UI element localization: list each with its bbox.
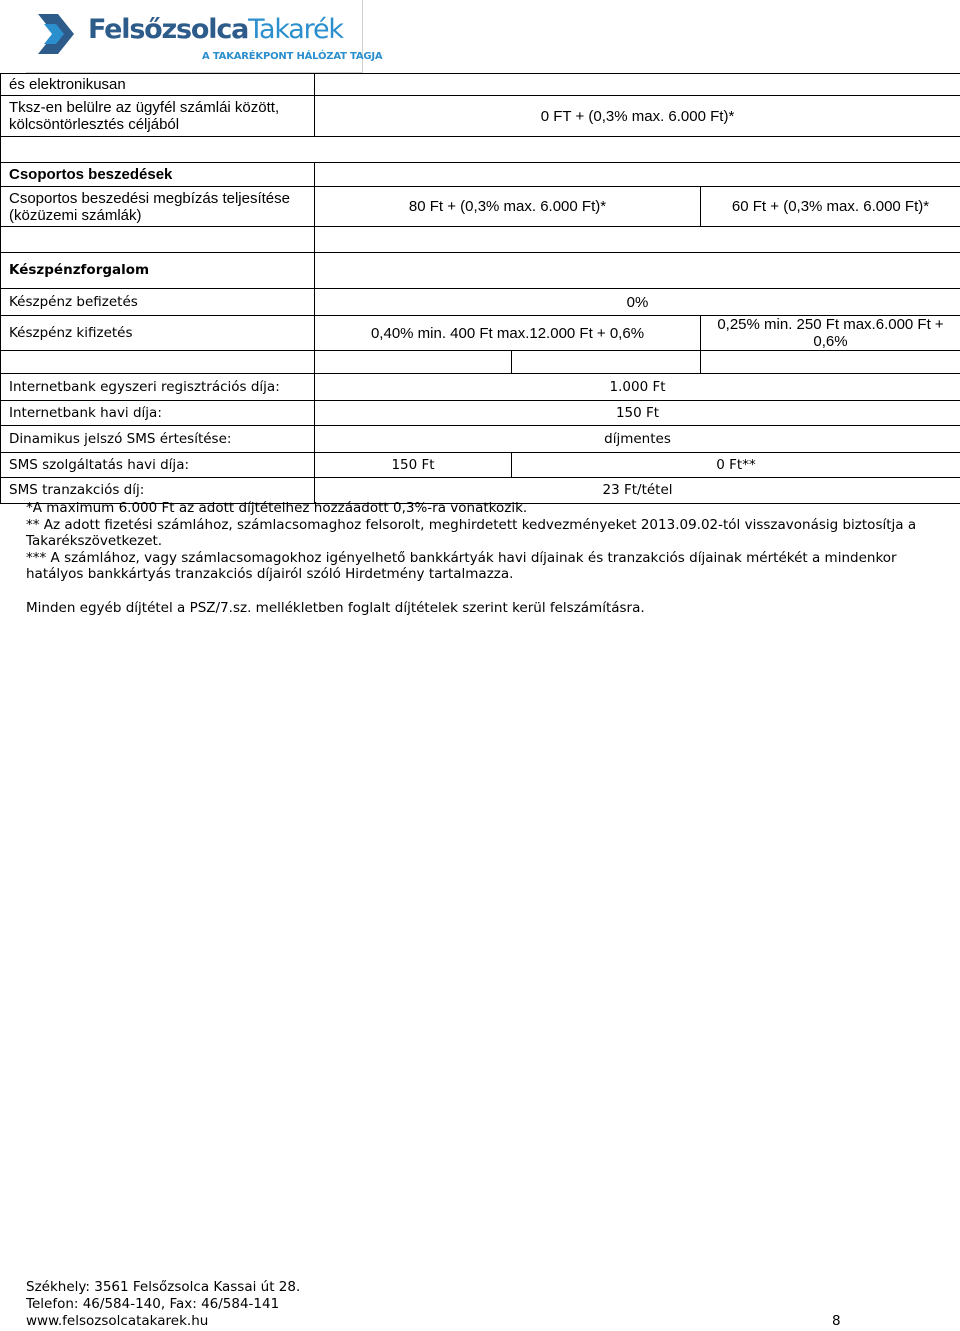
- fee-value: 150 Ft: [315, 401, 960, 426]
- footer-website: www.felsozsolcatakarek.hu: [26, 1313, 209, 1329]
- row-label: Készpénz kifizetés: [1, 316, 315, 351]
- footnote: ** Az adott fizetési számlához, számlacsomaghoz felsorolt, meghirdetett kedvezményeket 2013.09.02-tól visszavonásig biztosítja a Takarékszövetkezet.: [26, 516, 917, 549]
- section-heading: Készpénzforgalom: [1, 253, 315, 289]
- empty-cell: [315, 253, 960, 289]
- row-label: Tksz-en belülre az ügyfél számlái között, kölcsöntörlesztés céljából: [1, 96, 315, 137]
- empty-cell: [512, 351, 701, 374]
- logo-tagline: A TAKARÉKPONT HÁLÓZAT TAGJA: [202, 51, 383, 62]
- page-footer: [26, 1279, 300, 1330]
- table-row: [1, 187, 960, 227]
- empty-cell: [701, 351, 960, 374]
- empty-cell: [315, 227, 960, 253]
- logo-wordmark: [88, 14, 343, 45]
- fee-value: 0 FT + (0,3% max. 6.000 Ft)*: [315, 96, 960, 137]
- fee-value: 0%: [315, 289, 960, 316]
- logo: [26, 0, 383, 73]
- table-row: [1, 316, 960, 351]
- empty-cell: [315, 74, 960, 96]
- fee-value: 0 Ft**: [512, 453, 960, 478]
- table-row: [1, 453, 960, 478]
- logo-main: Felsőzsolca: [88, 14, 249, 45]
- fee-value: 1.000 Ft: [315, 374, 960, 401]
- table-row: [1, 253, 960, 289]
- fee-value: 0,25% min. 250 Ft max.6.000 Ft + 0,6%: [701, 316, 960, 351]
- row-label: SMS szolgáltatás havi díja:: [1, 453, 315, 478]
- section-heading: Csoportos beszedések: [1, 163, 315, 187]
- footnote: Minden egyéb díjtétel a PSZ/7.sz. mellékletben foglalt díjtételek szerint kerül felszámításra.: [26, 599, 645, 616]
- fee-value: 23 Ft/tétel: [315, 478, 960, 504]
- table-row: [1, 351, 960, 374]
- fee-value: 150 Ft: [315, 453, 512, 478]
- row-label: és elektronikusan: [1, 74, 315, 96]
- footnote: *** A számlához, vagy számlacsomagokhoz igényelhető bankkártyák havi díjainak és tranzakciós díjainak mértékét a mindenkor hatályos bankkártyás tranzakciós díjairól szóló Hirdetmény tartalmazza.: [26, 549, 897, 582]
- footer-phone: Telefon: 46/584-140, Fax: 46/584-141: [26, 1296, 280, 1312]
- fee-value: 60 Ft + (0,3% max. 6.000 Ft)*: [701, 187, 960, 227]
- fee-table: [0, 73, 960, 504]
- row-label: Internetbank havi díja:: [1, 401, 315, 426]
- empty-cell: [1, 227, 315, 253]
- logo-arrow-icon: [34, 8, 78, 60]
- fee-value: 80 Ft + (0,3% max. 6.000 Ft)*: [315, 187, 701, 227]
- footer-address: Székhely: 3561 Felsőzsolca Kassai út 28.: [26, 1279, 301, 1295]
- table-row: [1, 163, 960, 187]
- empty-cell: [315, 351, 512, 374]
- row-label: Dinamikus jelszó SMS értesítése:: [1, 426, 315, 453]
- table-row: [1, 96, 960, 137]
- table-row: [1, 374, 960, 401]
- footnotes: [26, 500, 926, 616]
- table-row: [1, 137, 960, 163]
- empty-cell: [315, 163, 960, 187]
- table-row: [1, 74, 960, 96]
- page-number: 8: [832, 1313, 841, 1329]
- table-row: [1, 426, 960, 453]
- table-row: [1, 289, 960, 316]
- footnote: *A maximum 6.000 Ft az adott díjtételhez hozzáadott 0,3%-ra vonatkozik.: [26, 500, 528, 516]
- logo-accent: Takarék: [248, 14, 343, 45]
- row-label: Internetbank egyszeri regisztrációs díja:: [1, 374, 315, 401]
- row-label: Csoportos beszedési megbízás teljesítése (közüzemi számlák): [1, 187, 315, 227]
- table-row: [1, 227, 960, 253]
- empty-cell: [1, 351, 315, 374]
- fee-value: díjmentes: [315, 426, 960, 453]
- row-label: SMS tranzakciós díj:: [1, 478, 315, 504]
- table-row: [1, 401, 960, 426]
- row-label: Készpénz befizetés: [1, 289, 315, 316]
- fee-value: 0,40% min. 400 Ft max.12.000 Ft + 0,6%: [315, 316, 701, 351]
